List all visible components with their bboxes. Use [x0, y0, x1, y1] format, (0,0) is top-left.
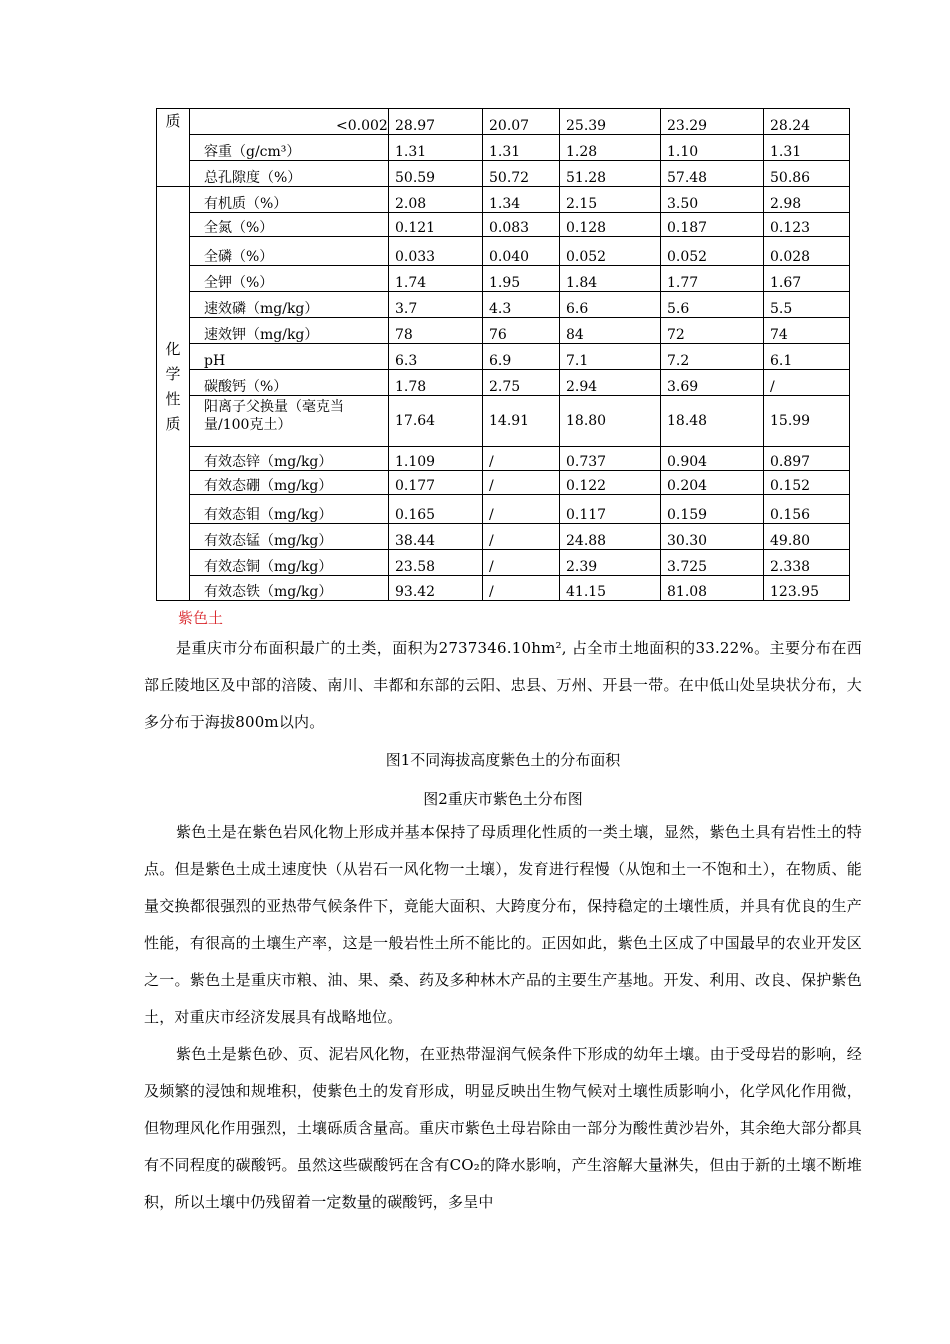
table-cell: 1.109: [389, 447, 483, 471]
row-label: 速效磷（mg/kg）: [190, 292, 389, 318]
table-cell: 123.95: [764, 576, 850, 601]
table-cell: 1.78: [389, 370, 483, 396]
table-row: [157, 370, 850, 396]
table-row: [157, 187, 850, 213]
table-cell: 14.91: [483, 396, 560, 447]
table-cell: 18.48: [661, 396, 764, 447]
table-row: [157, 318, 850, 344]
table-row: [157, 237, 850, 266]
category-char: 学: [165, 365, 181, 383]
table-cell: /: [483, 447, 560, 471]
table-cell: 2.338: [764, 550, 850, 576]
table-cell: 1.31: [389, 135, 483, 161]
table-row: [157, 213, 850, 237]
table-cell: 4.3: [483, 292, 560, 318]
table-cell: 23.58: [389, 550, 483, 576]
table-cell: 41.15: [560, 576, 661, 601]
table-cell: /: [483, 576, 560, 601]
row-label: 有效态锰（mg/kg）: [190, 524, 389, 550]
table-cell: 50.86: [764, 161, 850, 187]
table-cell: /: [483, 471, 560, 495]
paragraph-characteristics: 紫色土是在紫色岩风化物上形成并基本保持了母质理化性质的一类土壤，显然，紫色土具有岩性土的特点。但是紫色土成土速度快（从岩石一风化物一土壤），发育进行程慢（从饱和土一不饱和土），在物质、能量交换都很强烈的亚热带气候条件下，竟能大面积、大跨度分布，保持稳定的土壤性质，并具有优良的生产性能，有很高的土壤生产率，这是一般岩性土所不能比的。正因如此，紫色土区成了中国最早的农业开发区之一。紫色土是重庆市粮、油、果、桑、药及多种林木产品的主要生产基地。开发、利用、改良、保护紫色土，对重庆市经济发展具有战略地位。: [144, 823, 862, 1026]
figure-caption-1: 图1不同海拔高度紫色土的分布面积: [385, 751, 621, 769]
table-row: [157, 396, 850, 447]
table-cell: /: [483, 550, 560, 576]
table-cell: 50.72: [483, 161, 560, 187]
table-cell: 50.59: [389, 161, 483, 187]
row-label: 有效态锌（mg/kg）: [190, 447, 389, 471]
table-cell: 30.30: [661, 524, 764, 550]
category-char: 质: [165, 415, 181, 433]
table-cell: 72: [661, 318, 764, 344]
table-cell: 0.159: [661, 495, 764, 524]
table-cell: 7.2: [661, 344, 764, 370]
table-cell: 18.80: [560, 396, 661, 447]
table-cell: 2.08: [389, 187, 483, 213]
table-cell: 15.99: [764, 396, 850, 447]
category-cell-physical: [157, 109, 190, 187]
table-row: [157, 266, 850, 292]
table-cell: 2.15: [560, 187, 661, 213]
table-cell: 1.95: [483, 266, 560, 292]
table-cell: 1.77: [661, 266, 764, 292]
row-label: <0.002: [190, 109, 389, 135]
table-cell: 0.033: [389, 237, 483, 266]
table-cell: 0.122: [560, 471, 661, 495]
table-cell: 17.64: [389, 396, 483, 447]
row-label: pH: [190, 344, 389, 370]
table-cell: 20.07: [483, 109, 560, 135]
row-label: [190, 396, 389, 447]
table-cell: 23.29: [661, 109, 764, 135]
table-cell: 0.123: [764, 213, 850, 237]
table-cell: 0.028: [764, 237, 850, 266]
row-label: 容重（g/cm³）: [190, 135, 389, 161]
table-cell: 2.39: [560, 550, 661, 576]
table-cell: 5.6: [661, 292, 764, 318]
table-cell: 3.69: [661, 370, 764, 396]
table-cell: 0.083: [483, 213, 560, 237]
table-cell: 24.88: [560, 524, 661, 550]
table-cell: 0.128: [560, 213, 661, 237]
table-cell: 1.34: [483, 187, 560, 213]
table-cell: 2.75: [483, 370, 560, 396]
table-cell: 0.052: [560, 237, 661, 266]
row-label: 有效态钼（mg/kg）: [190, 495, 389, 524]
table-cell: 25.39: [560, 109, 661, 135]
table-row: [157, 576, 850, 601]
table-cell: 1.28: [560, 135, 661, 161]
paragraph-distribution: 是重庆市分布面积最广的土类，面积为2737346.10hm², 占全市土地面积的33.22%。主要分布在西部丘陵地区及中部的涪陵、南川、丰都和东部的云阳、忠县、万州、开县一带。在中低山处呈块状分布，大多分布于海拔800m以内。: [144, 639, 862, 731]
row-label: 有效态硼（mg/kg）: [190, 471, 389, 495]
table-cell: 1.31: [764, 135, 850, 161]
table-cell: 49.80: [764, 524, 850, 550]
table-row: [157, 550, 850, 576]
table-cell: 1.67: [764, 266, 850, 292]
table-cell: 28.97: [389, 109, 483, 135]
table-cell: 74: [764, 318, 850, 344]
row-label-text: 阳离子父换量（毫克当量/100克土）: [204, 399, 344, 433]
table-cell: 0.152: [764, 471, 850, 495]
table-cell: /: [483, 524, 560, 550]
table-cell: 81.08: [661, 576, 764, 601]
table-cell: 0.177: [389, 471, 483, 495]
table-cell: 84: [560, 318, 661, 344]
table-row: [157, 447, 850, 471]
row-label: 总孔隙度（%）: [190, 161, 389, 187]
table-cell: 28.24: [764, 109, 850, 135]
table-cell: 38.44: [389, 524, 483, 550]
row-label: 有效态铁（mg/kg）: [190, 576, 389, 601]
table-cell: 0.052: [661, 237, 764, 266]
table-row: [157, 495, 850, 524]
soil-properties-table: [156, 108, 850, 601]
table-cell: 5.5: [764, 292, 850, 318]
table-cell: /: [483, 495, 560, 524]
table-cell: 0.737: [560, 447, 661, 471]
table-cell: 6.6: [560, 292, 661, 318]
row-label: 全钾（%）: [190, 266, 389, 292]
table-cell: 0.904: [661, 447, 764, 471]
table-cell: 1.10: [661, 135, 764, 161]
table-cell: 2.94: [560, 370, 661, 396]
table-cell: 78: [389, 318, 483, 344]
table-cell: 0.187: [661, 213, 764, 237]
table-cell: 0.156: [764, 495, 850, 524]
category-char: 化: [165, 340, 181, 358]
table-cell: 6.3: [389, 344, 483, 370]
row-label: 全氮（%）: [190, 213, 389, 237]
table-cell: 0.897: [764, 447, 850, 471]
table-cell: 57.48: [661, 161, 764, 187]
table-cell: /: [764, 370, 850, 396]
category-char: 性: [165, 390, 181, 408]
table-cell: 0.040: [483, 237, 560, 266]
row-label: 速效钾（mg/kg）: [190, 318, 389, 344]
category-char: 质: [165, 112, 181, 130]
paragraph-formation: 紫色土是紫色砂、页、泥岩风化物，在亚热带湿润气候条件下形成的幼年土壤。由于受母岩的影响，经及频繁的浸蚀和规堆积，使紫色土的发育形成，明显反映出生物气候对土壤性质影响小，化学风化作用微，但物理风化作用强烈，土壤砾质含量高。重庆市紫色土母岩除由一部分为酸性黄沙岩外，其余绝大部分都具有不同程度的碳酸钙。虽然这些碳酸钙在含有CO₂的降水影响，产生溶解大量淋失，但由于新的土壤不断堆积，所以土壤中仍残留着一定数量的碳酸钙，多呈中: [144, 1045, 862, 1211]
table-cell: 2.98: [764, 187, 850, 213]
row-label: 全磷（%）: [190, 237, 389, 266]
table-cell: 93.42: [389, 576, 483, 601]
table-cell: 1.74: [389, 266, 483, 292]
section-heading: 紫色土: [178, 609, 224, 627]
figure-caption-2: 图2重庆市紫色土分布图: [423, 790, 583, 808]
table-row: [157, 109, 850, 135]
table-cell: 0.121: [389, 213, 483, 237]
table-cell: 3.50: [661, 187, 764, 213]
table-cell: 3.725: [661, 550, 764, 576]
table-row: [157, 524, 850, 550]
table-cell: 0.165: [389, 495, 483, 524]
category-cell-chemical: [157, 187, 190, 601]
table-row: [157, 471, 850, 495]
row-label: 有机质（%）: [190, 187, 389, 213]
table-cell: 3.7: [389, 292, 483, 318]
table-row: [157, 292, 850, 318]
table-cell: 6.1: [764, 344, 850, 370]
table-cell: 7.1: [560, 344, 661, 370]
table-cell: 0.204: [661, 471, 764, 495]
table-cell: 76: [483, 318, 560, 344]
row-label: 碳酸钙（%）: [190, 370, 389, 396]
table-cell: 1.84: [560, 266, 661, 292]
table-row: [157, 161, 850, 187]
row-label: 有效态铜（mg/kg）: [190, 550, 389, 576]
table-row: [157, 344, 850, 370]
table-row: [157, 135, 850, 161]
table-cell: 6.9: [483, 344, 560, 370]
table-cell: 0.117: [560, 495, 661, 524]
table-cell: 51.28: [560, 161, 661, 187]
table-cell: 1.31: [483, 135, 560, 161]
